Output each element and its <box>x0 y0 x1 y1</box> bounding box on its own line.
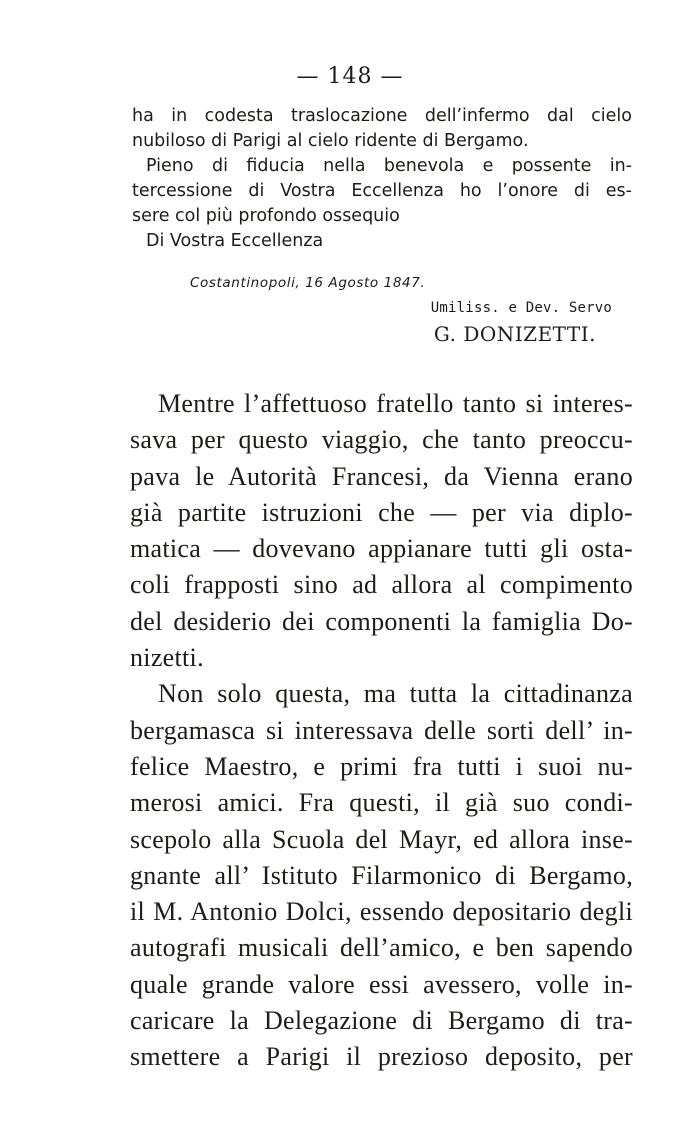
text-line: autografi musicali dell’amico, e ben sapendo <box>130 933 633 963</box>
text-line: gnante all’ Istituto Filarmonico di Bergamo, <box>130 860 633 890</box>
text-line: smettere a Parigi il prezioso deposito, per <box>130 1042 633 1072</box>
text-line: matica — dovevano appianare tutti gli osta- <box>130 534 633 564</box>
letter-line: nubiloso di Parigi al cielo ridente di Bergamo. <box>132 131 529 151</box>
text-line: il M. Antonio Dolci, essendo depositario degli <box>130 897 633 927</box>
letter-date: Costantinopoli, 16 Agosto 1847. <box>190 275 426 291</box>
text-line: Non solo questa, ma tutta la cittadinanza <box>158 679 633 709</box>
letter-closing: Umiliss. e Dev. Servo <box>430 300 612 316</box>
body-text <box>130 386 633 1076</box>
text-line: scepolo alla Scuola del Mayr, ed allora inse- <box>130 824 633 854</box>
letter-line: ha in codesta traslocazione dell’infermo dal cielo <box>132 106 632 126</box>
text-line: sava per questo viaggio, che tanto preoccu- <box>130 425 633 455</box>
text-line: nizetti. <box>130 643 204 673</box>
text-line: felice Maestro, e primi fra tutti i suoi nu- <box>130 751 633 781</box>
page-number: — 148 — <box>296 64 404 89</box>
text-line: bergamasca si interessava delle sorti dell’ in- <box>130 715 633 745</box>
letter-line: Pieno di fiducia nella benevola e possente in- <box>146 156 632 176</box>
text-line: già partite istruzioni che — per via diplo- <box>130 497 633 527</box>
paragraph <box>130 676 633 1075</box>
letter-line: Di Vostra Eccellenza <box>146 231 324 251</box>
paragraph <box>130 386 633 676</box>
text-line: coli frapposti sino ad allora al compimento <box>130 570 633 600</box>
letter-quote <box>132 104 632 254</box>
text-line: pava le Autorità Francesi, da Vienna erano <box>130 461 633 491</box>
text-line: merosi amici. Fra questi, il già suo condi- <box>130 788 633 818</box>
text-line: caricare la Delegazione di Bergamo di tra- <box>130 1006 633 1036</box>
text-line: Mentre l’affettuoso fratello tanto si interes- <box>158 389 633 418</box>
letter-line: sere col più profondo ossequio <box>132 206 400 226</box>
text-line: del desiderio dei componenti la famiglia Do- <box>130 606 633 636</box>
letter-line: tercessione di Vostra Eccellenza ho l’onore di es- <box>132 181 632 201</box>
text-line: quale grande valore essi avessero, volle in- <box>130 969 633 999</box>
letter-signature: G. DONIZETTI. <box>433 322 596 346</box>
